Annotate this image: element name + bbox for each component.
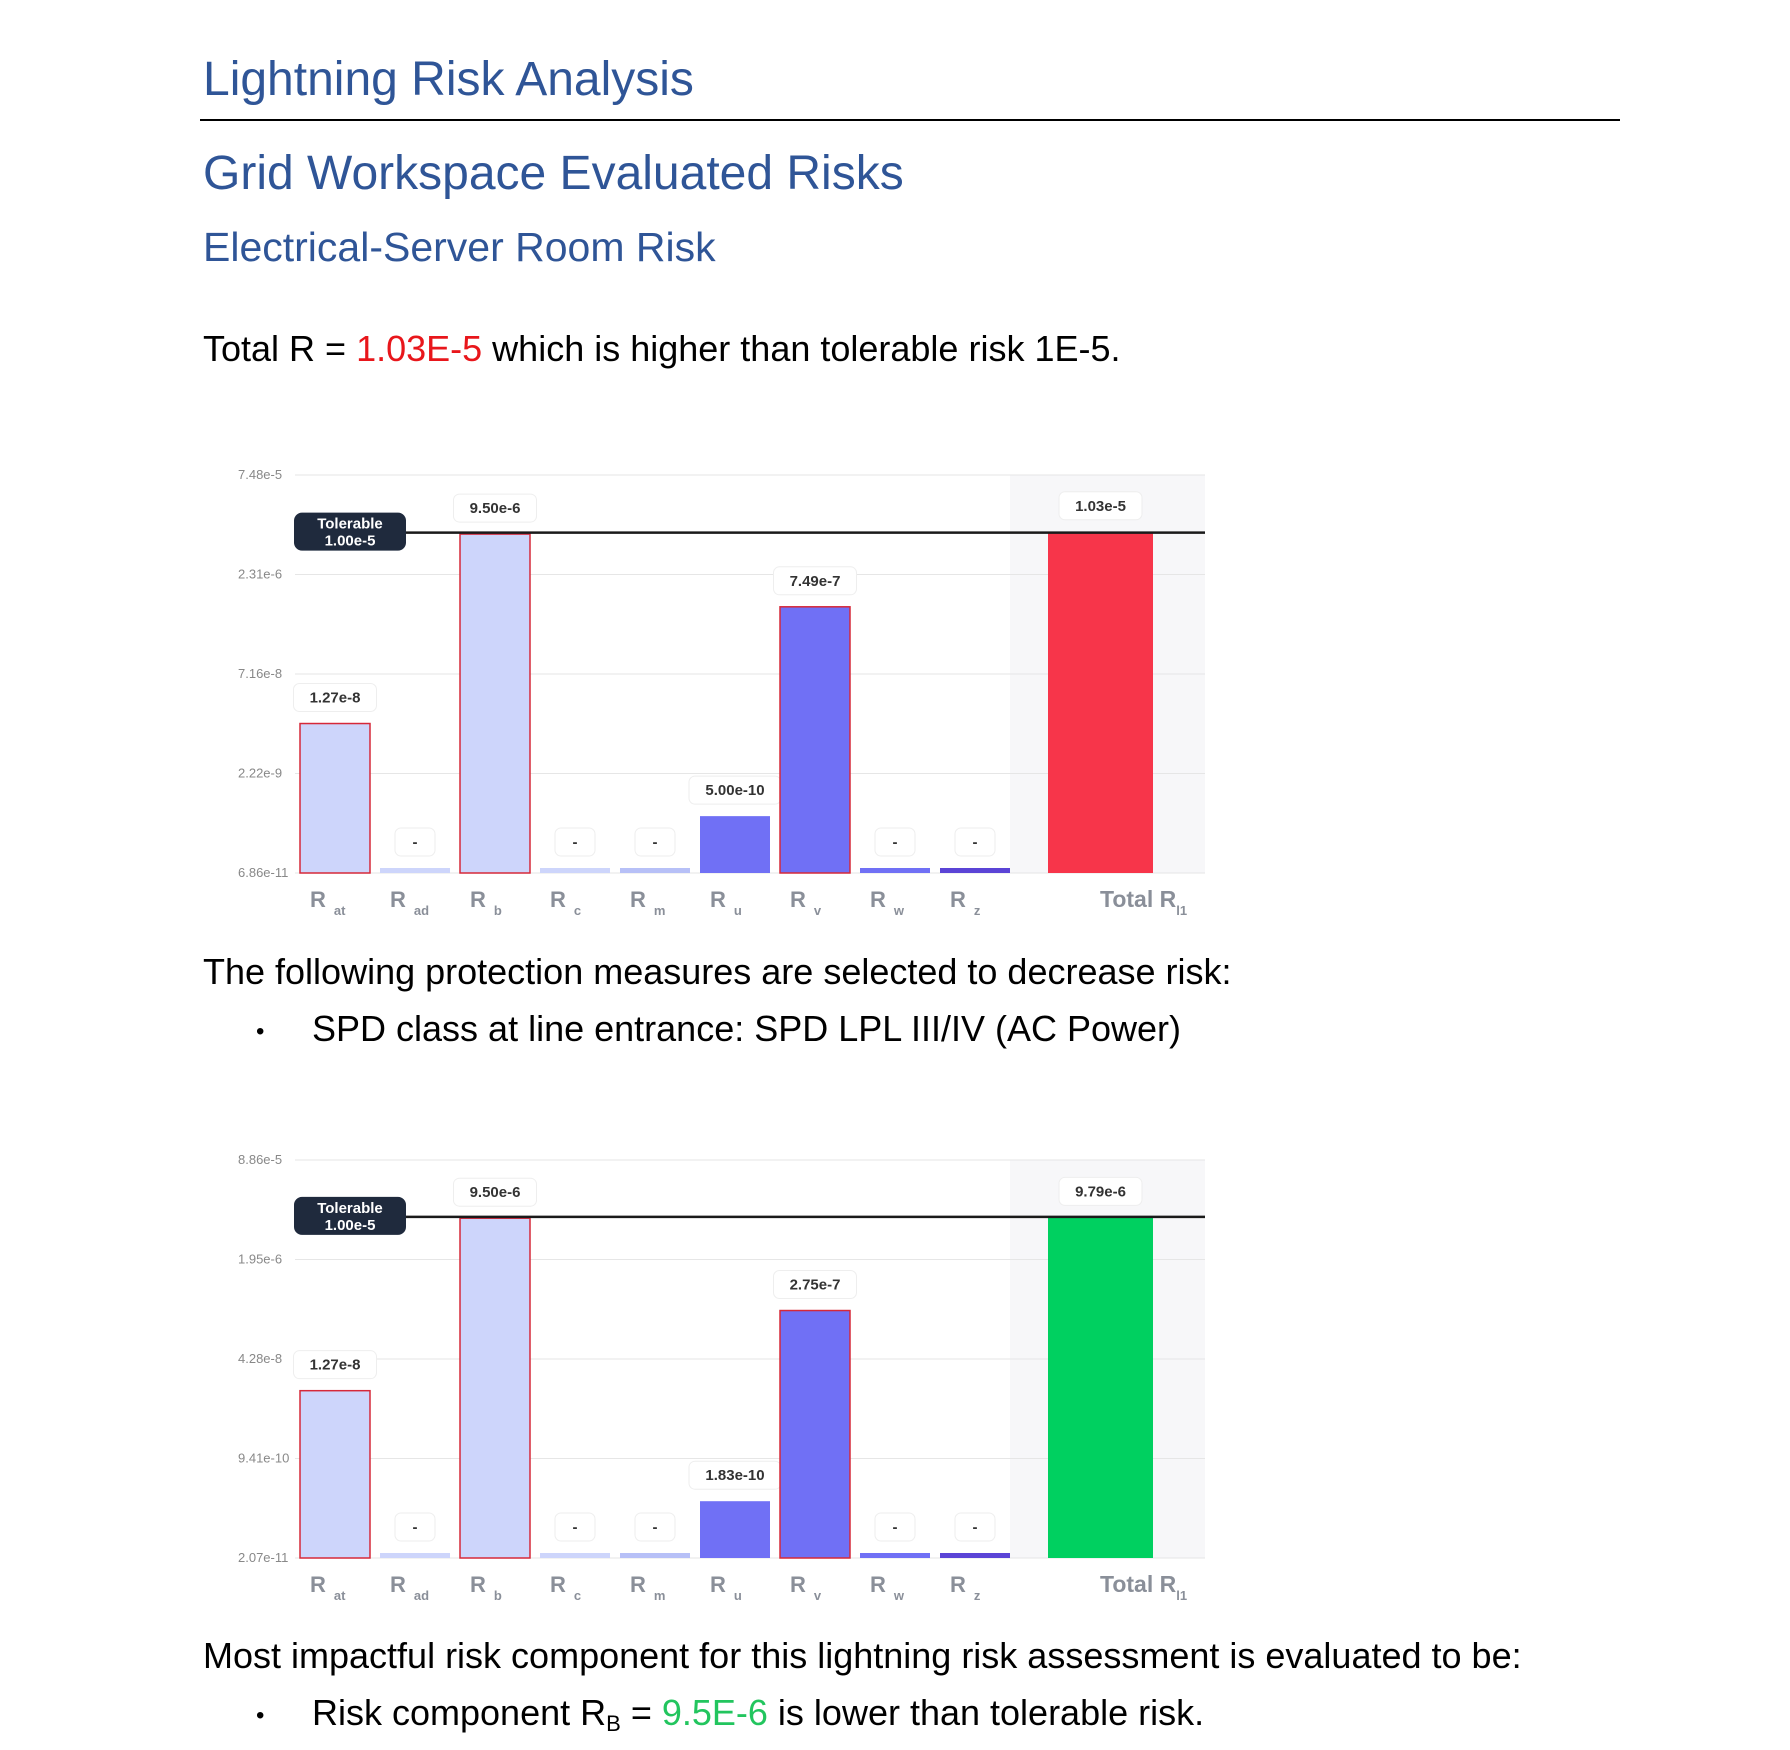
impact-item [312, 1692, 1204, 1734]
x-category-label: R $_z$ [950, 1572, 981, 1600]
document-title: Lightning Risk Analysis [203, 53, 694, 106]
x-category-label: R $_{at}$ [310, 1572, 346, 1600]
risk-bar-empty [380, 1553, 450, 1558]
risk-bar-chart-svg [220, 1140, 1220, 1600]
x-category-label: R $_{ad}$ [390, 887, 430, 915]
data-label: 1.27e-8 [309, 1356, 361, 1374]
data-label: 1.03e-5 [1075, 497, 1126, 515]
x-category-label: R $_{ad}$ [390, 1572, 430, 1600]
risk-bar-empty [620, 868, 690, 873]
y-tick-label: 6.86e-11 [238, 865, 289, 880]
data-label: 5.00e-10 [705, 782, 765, 800]
section-heading: Grid Workspace Evaluated Risks [203, 147, 904, 200]
risk-bar-empty [940, 1553, 1010, 1558]
x-category-label: R $_v$ [790, 887, 822, 915]
bullet-marker: • [256, 1018, 265, 1045]
risk-bar [300, 724, 370, 873]
risk-bar-empty [620, 1553, 690, 1558]
x-category-label: R $_u$ [710, 887, 742, 915]
impact-equals: = [620, 1692, 662, 1733]
risk-chart-before [220, 455, 1220, 915]
risk-bar [780, 607, 850, 873]
impact-value: 9.5E-6 [661, 1692, 768, 1733]
impact-prefix: Risk component R [312, 1692, 607, 1733]
y-tick-label: 2.07e-11 [238, 1550, 289, 1565]
data-label: 1.83e-10 [705, 1467, 765, 1485]
x-category-label: R $_m$ [630, 1572, 666, 1600]
total-risk-prefix: Total R = [203, 328, 357, 369]
data-label: - [892, 1519, 898, 1536]
tolerable-value: 1.00e-5 [324, 532, 376, 550]
x-category-label: Total $R_{l1}$ [1100, 886, 1188, 915]
x-category-label: R $_m$ [630, 887, 666, 915]
data-label: 9.79e-6 [1075, 1183, 1126, 1201]
total-risk-suffix: which is higher than tolerable risk 1E-5. [482, 328, 1121, 369]
data-label: - [412, 1519, 418, 1536]
y-tick-label: 9.41e-10 [238, 1450, 290, 1466]
data-label: 2.75e-7 [789, 1276, 841, 1294]
total-risk-bar [1048, 532, 1153, 873]
y-tick-label: 2.22e-9 [238, 765, 283, 781]
data-label: 1.27e-8 [309, 689, 361, 707]
y-tick-label: 8.86e-5 [238, 1152, 283, 1167]
risk-bar [460, 534, 530, 873]
data-label: 7.49e-7 [789, 572, 841, 590]
data-label: - [572, 834, 578, 851]
impact-subscript: B [606, 1711, 621, 1736]
x-category-label: R $_w$ [870, 887, 905, 915]
data-label: - [972, 1519, 978, 1536]
risk-bar-empty [380, 868, 450, 873]
x-category-label: Total $R_{l1}$ [1100, 1571, 1188, 1600]
risk-bar-empty [540, 1553, 610, 1558]
x-category-label: R $_z$ [950, 887, 981, 915]
data-label: - [892, 834, 898, 851]
x-category-label: R $_c$ [550, 887, 582, 915]
total-risk-bar [1048, 1217, 1153, 1558]
risk-bar [700, 1501, 770, 1558]
impact-intro: Most impactful risk component for this lightning risk assessment is evaluated to be: [203, 1635, 1522, 1676]
data-label: 9.50e-6 [469, 500, 521, 518]
risk-chart-after [220, 1140, 1220, 1600]
y-tick-label: 7.16e-8 [238, 666, 283, 681]
y-tick-label: 4.28e-8 [238, 1351, 283, 1366]
measure-item: SPD class at line entrance: SPD LPL III/IV (AC Power) [312, 1008, 1182, 1049]
data-label: 9.50e-6 [469, 1184, 521, 1202]
risk-bar [460, 1218, 530, 1558]
total-risk-value: 1.03E-5 [356, 328, 483, 369]
x-category-label: R $_b$ [470, 1572, 502, 1600]
risk-bar [780, 1311, 850, 1558]
y-tick-label: 7.48e-5 [238, 467, 283, 482]
tolerable-label: Tolerable [317, 515, 383, 533]
y-tick-label: 2.31e-6 [238, 566, 283, 582]
title-rule [200, 119, 1620, 121]
x-category-label: R $_b$ [470, 887, 502, 915]
x-category-label: R $_{at}$ [310, 887, 346, 915]
risk-bar [700, 816, 770, 873]
data-label: - [652, 834, 658, 851]
tolerable-value: 1.00e-5 [324, 1216, 376, 1234]
data-label: - [972, 834, 978, 851]
risk-bar-chart-svg [220, 455, 1220, 915]
x-category-label: R $_c$ [550, 1572, 582, 1600]
total-risk-statement [203, 328, 1121, 370]
x-category-label: R $_w$ [870, 1572, 905, 1600]
risk-bar-empty [860, 1553, 930, 1558]
risk-bar-empty [940, 868, 1010, 873]
x-category-label: R $_u$ [710, 1572, 742, 1600]
data-label: - [572, 1519, 578, 1536]
data-label: - [652, 1519, 658, 1536]
measures-intro: The following protection measures are selected to decrease risk: [203, 951, 1232, 992]
risk-bar-empty [540, 868, 610, 873]
y-tick-label: 1.95e-6 [238, 1251, 283, 1267]
bullet-marker: • [256, 1702, 265, 1729]
impact-suffix: is lower than tolerable risk. [767, 1692, 1205, 1733]
risk-bar-empty [860, 868, 930, 873]
data-label: - [412, 834, 418, 851]
tolerable-label: Tolerable [317, 1199, 383, 1217]
subsection-heading: Electrical-Server Room Risk [203, 224, 716, 270]
risk-bar [300, 1391, 370, 1558]
x-category-label: R $_v$ [790, 1572, 822, 1600]
